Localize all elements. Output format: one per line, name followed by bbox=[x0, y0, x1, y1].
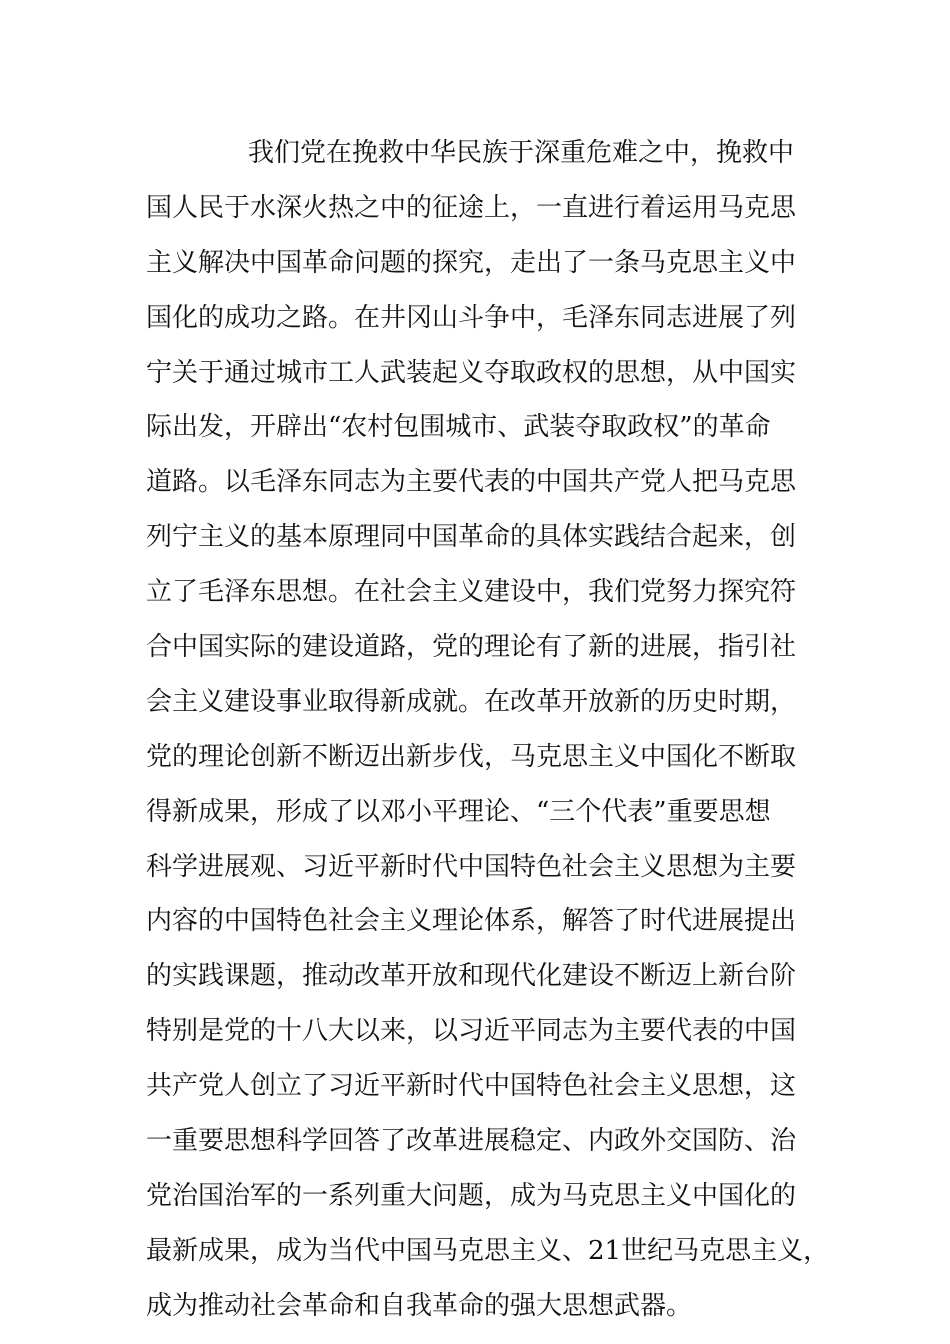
paragraph-line: 得新成果，形成了以邓小平理论、“三个代表”重要思想 bbox=[146, 796, 771, 827]
paragraph-line: 立了毛泽东思想。在社会主义建设中，我们党努力探究符 bbox=[146, 577, 797, 608]
paragraph-line: 党治国治军的一系列重大问题，成为马克思主义中国化的 bbox=[146, 1180, 797, 1211]
paragraph-line: 一重要思想科学回答了改革进展稳定、内政外交国防、治 bbox=[146, 1126, 797, 1157]
paragraph-line: 成为推动社会革命和自我革命的强大思想武器。 bbox=[146, 1290, 693, 1321]
paragraph-line: 主义解决中国革命问题的探究，走出了一条马克思主义中 bbox=[146, 247, 797, 278]
paragraph-line: 最新成果，成为当代中国马克思主义、21世纪马克思主义， bbox=[146, 1235, 830, 1266]
paragraph-line: 我们党在挽救中华民族于深重危难之中，挽救中 bbox=[248, 138, 795, 168]
paragraph-line: 国人民于水深火热之中的征途上，一直进行着运用马克思 bbox=[146, 192, 797, 223]
paragraph-line: 际出发，开辟出“农村包围城市、武装夺取政权”的革命 bbox=[146, 412, 771, 443]
paragraph-line: 道路。以毛泽东同志为主要代表的中国共产党人把马克思 bbox=[146, 467, 797, 498]
paragraph-line: 党的理论创新不断迈出新步伐，马克思主义中国化不断取 bbox=[146, 741, 797, 772]
paragraph-line: 宁关于通过城市工人武装起义夺取政权的思想，从中国实 bbox=[146, 357, 797, 388]
paragraph-line: 列宁主义的基本原理同中国革命的具体实践结合起来，创 bbox=[146, 522, 797, 553]
paragraph-line: 内容的中国特色社会主义理论体系，解答了时代进展提出 bbox=[146, 906, 797, 937]
paragraph-line: 科学进展观、习近平新时代中国特色社会主义思想为主要 bbox=[146, 851, 797, 882]
paragraph-line: 合中国实际的建设道路，党的理论有了新的进展，指引社 bbox=[146, 632, 797, 663]
paragraph-line: 国化的成功之路。在井冈山斗争中，毛泽东同志进展了列 bbox=[146, 302, 797, 333]
paragraph-line: 共产党人创立了习近平新时代中国特色社会主义思想，这 bbox=[146, 1071, 797, 1102]
paragraph-line: 特别是党的十八大以来，以习近平同志为主要代表的中国 bbox=[146, 1016, 797, 1047]
paragraph-line: 的实践课题，推动改革开放和现代化建设不断迈上新台阶 bbox=[146, 961, 797, 992]
body-paragraph bbox=[146, 126, 846, 1334]
paragraph-line: 会主义建设事业取得新成就。在改革开放新的历史时期， bbox=[146, 686, 797, 717]
